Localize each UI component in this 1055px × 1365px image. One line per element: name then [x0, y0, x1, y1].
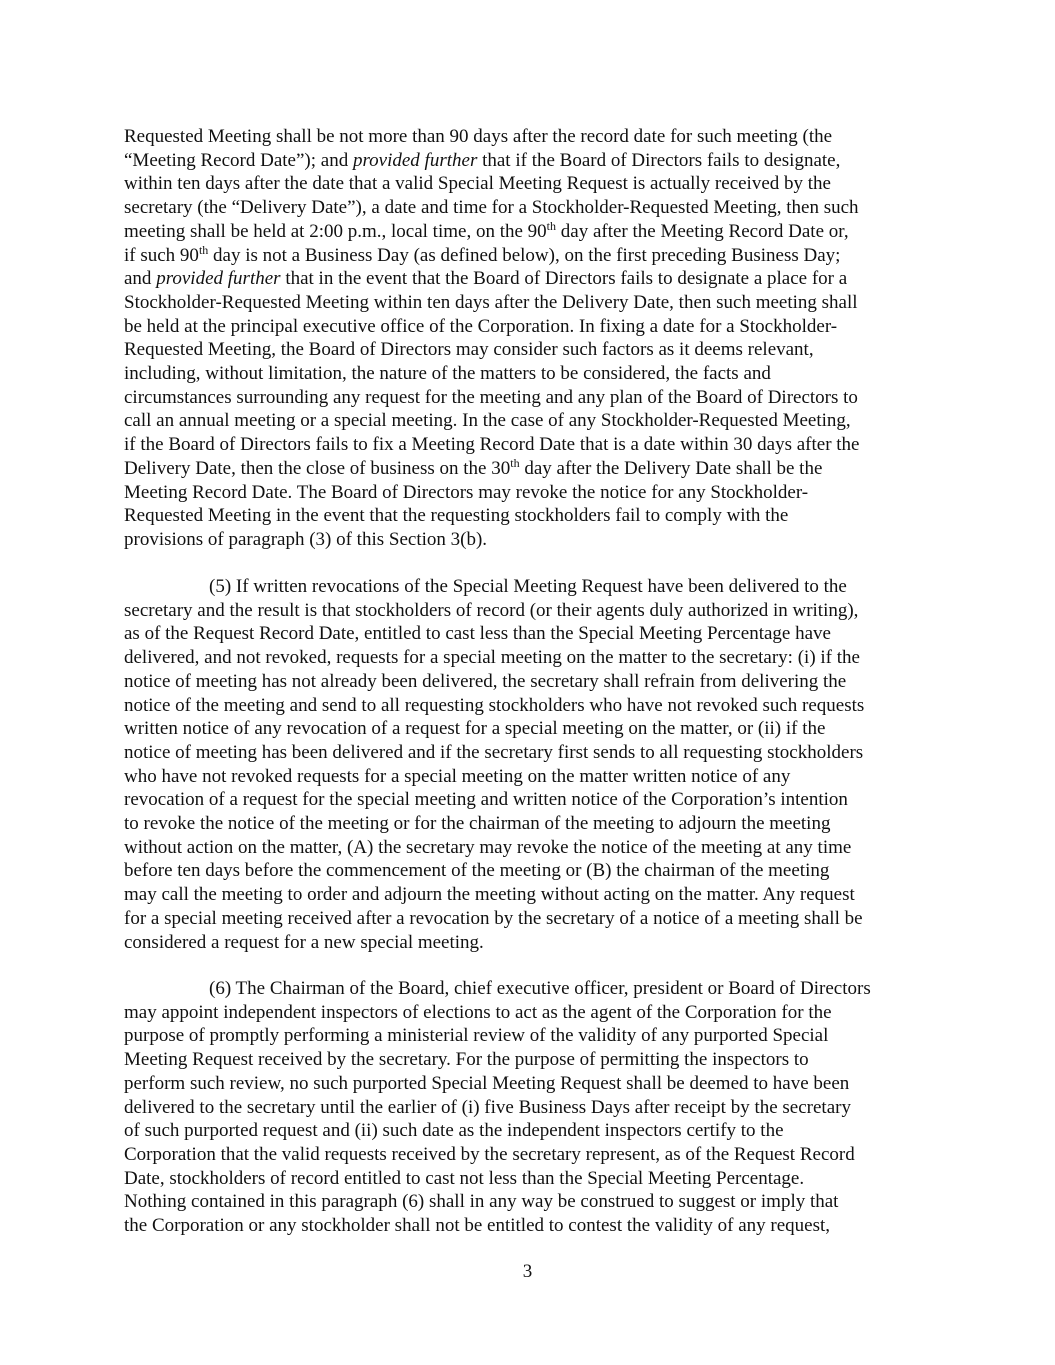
text-run: delivered, and not revoked, requests for a special meeting on the matter to the secretary: (i) if the — [124, 647, 860, 669]
text-line — [124, 1214, 944, 1238]
text-run: Requested Meeting in the event that the requesting stockholders fail to comply with the — [124, 505, 789, 527]
text-run: notice of meeting has not already been delivered, the secretary shall refrain from delivering the — [124, 670, 847, 692]
text-line — [124, 172, 944, 196]
text-line — [124, 788, 944, 812]
text-run: that in the event that the Board of Directors fails to designate a place for a — [280, 268, 848, 290]
text-line — [124, 196, 944, 220]
text-run: notice of the meeting and send to all requesting stockholders who have not revoked such requests — [124, 694, 865, 716]
text-run: be held at the principal executive office of the Corporation. In fixing a date for a Stockholder- — [124, 315, 838, 337]
text-line — [124, 291, 944, 315]
text-line — [124, 717, 944, 741]
text-line — [124, 149, 944, 173]
text-line — [124, 1001, 944, 1025]
italic-text-run: provided further — [352, 149, 478, 171]
text-line — [124, 883, 944, 907]
text-line — [124, 504, 944, 528]
text-run: who have not revoked requests for a special meeting on the matter written notice of any — [124, 765, 791, 787]
text-run: for a special meeting received after a revocation by the secretary of a notice of a meeting shall be — [124, 907, 863, 929]
text-run: within ten days after the date that a valid Special Meeting Request is actually received by the — [124, 173, 831, 195]
text-line — [124, 386, 944, 410]
text-run: (5) If written revocations of the Special Meeting Request have been delivered to the — [209, 576, 847, 597]
text-run: to revoke the notice of the meeting or for the chairman of the meeting to adjourn the meeting — [124, 813, 831, 835]
text-run: including, without limitation, the nature of the matters to be considered, the facts and — [124, 363, 771, 385]
text-line — [124, 1024, 944, 1048]
text-run: day after the Delivery Date shall be the — [519, 457, 823, 479]
text-run: written notice of any revocation of a request for a special meeting on the matter, or (ii) if the — [124, 718, 826, 740]
text-run: Nothing contained in this paragraph (6) shall in any way be construed to suggest or imply that — [124, 1191, 839, 1213]
text-run: “Meeting Record Date”); and — [124, 149, 353, 171]
text-line — [124, 907, 944, 931]
text-run: that if the Board of Directors fails to designate, — [477, 149, 841, 171]
text-run: Requested Meeting shall be not more than 90 days after the record date for such meeting (the — [124, 126, 833, 147]
text-line — [124, 977, 944, 1001]
text-line — [124, 812, 944, 836]
text-run: Meeting Record Date. The Board of Directors may revoke the notice for any Stockholder- — [124, 481, 809, 503]
text-line — [124, 859, 944, 883]
text-run: Stockholder-Requested Meeting within ten days after the Delivery Date, then such meeting shall — [124, 291, 858, 313]
text-run: day is not a Business Day (as defined below), on the first preceding Business Day; — [208, 244, 841, 266]
text-line — [124, 599, 944, 623]
text-line — [124, 220, 944, 244]
text-line — [124, 1190, 944, 1214]
text-line — [124, 1096, 944, 1120]
text-line — [124, 622, 944, 646]
ordinal-superscript: th — [198, 242, 209, 257]
text-line — [124, 931, 944, 955]
text-run: Requested Meeting, the Board of Directors may consider such factors as it deems relevant, — [124, 339, 814, 361]
text-line — [124, 481, 944, 505]
text-run: Delivery Date, then the close of business on the 30 — [124, 457, 511, 479]
text-line — [124, 694, 944, 718]
text-run: provisions of paragraph (3) of this Section 3(b). — [124, 528, 488, 550]
paragraph-6-inspectors — [124, 977, 944, 1238]
text-line — [124, 646, 944, 670]
text-line — [124, 765, 944, 789]
text-line — [124, 1143, 944, 1167]
text-line — [124, 1072, 944, 1096]
text-run: before ten days before the commencement of the meeting or (B) the chairman of the meeting — [124, 860, 830, 882]
text-run: (6) The Chairman of the Board, chief executive officer, president or Board of Directors — [209, 978, 871, 999]
text-run: Corporation that the valid requests received by the secretary represent, as of the Request Record — [124, 1143, 855, 1165]
text-line — [124, 575, 944, 599]
text-run: Meeting Request received by the secretary. For the purpose of permitting the inspectors to — [124, 1049, 809, 1071]
text-run: day after the Meeting Record Date or, — [556, 220, 849, 242]
text-line — [124, 1048, 944, 1072]
text-line — [124, 457, 944, 481]
text-run: may appoint independent inspectors of elections to act as the agent of the Corporation for the — [124, 1001, 832, 1023]
ordinal-superscript: th — [546, 218, 557, 233]
text-run: revocation of a request for the special meeting and written notice of the Corporation’s intention — [124, 789, 848, 811]
text-line — [124, 244, 944, 268]
paragraph-stockholder-requested-meeting — [124, 125, 944, 552]
text-run: without action on the matter, (A) the secretary may revoke the notice of the meeting at any time — [124, 836, 852, 858]
text-run: delivered to the secretary until the earlier of (i) five Business Days after receipt by the secretary — [124, 1096, 851, 1118]
text-run: may call the meeting to order and adjourn the meeting without acting on the matter. Any request — [124, 884, 855, 906]
text-run: call an annual meeting or a special meeting. In the case of any Stockholder-Requested Meeting, — [124, 410, 851, 432]
text-line — [124, 670, 944, 694]
text-run: if such 90 — [124, 244, 199, 266]
text-run: purpose of promptly performing a ministerial review of the validity of any purported Special — [124, 1025, 829, 1047]
text-line — [124, 1167, 944, 1191]
text-line — [124, 267, 944, 291]
paragraph-5-revocations — [124, 575, 944, 954]
text-line — [124, 836, 944, 860]
text-line — [124, 315, 944, 339]
italic-text-run: provided further — [156, 268, 281, 290]
text-run: of such purported request and (ii) such date as the independent inspectors certify to the — [124, 1120, 784, 1142]
text-line — [124, 433, 944, 457]
text-line — [124, 741, 944, 765]
text-run: meeting shall be held at 2:00 p.m., local time, on the 90 — [124, 220, 547, 242]
text-run: secretary and the result is that stockholders of record (or their agents duly authorized in writing), — [124, 599, 859, 621]
page-number: 3 — [522, 1261, 533, 1282]
text-line — [124, 362, 944, 386]
text-line — [124, 338, 944, 362]
text-run: if the Board of Directors fails to fix a Meeting Record Date that is a date within 30 days after the — [124, 434, 860, 456]
text-line — [124, 1119, 944, 1143]
text-run: Date, stockholders of record entitled to cast not less than the Special Meeting Percentage. — [124, 1167, 805, 1189]
text-line — [124, 528, 944, 552]
text-run: considered a request for a new special meeting. — [124, 931, 484, 953]
text-run: the Corporation or any stockholder shall not be entitled to contest the validity of any request, — [124, 1215, 830, 1237]
text-run: secretary (the “Delivery Date”), a date and time for a Stockholder-Requested Meeting, then such — [124, 197, 859, 219]
text-run: notice of meeting has been delivered and if the secretary first sends to all requesting stockholders — [124, 741, 864, 763]
ordinal-superscript: th — [510, 455, 520, 470]
text-run: circumstances surrounding any request for the meeting and any plan of the Board of Directors to — [124, 386, 858, 408]
text-line — [124, 409, 944, 433]
text-line — [124, 125, 944, 149]
text-run: as of the Request Record Date, entitled to cast less than the Special Meeting Percentage have — [124, 623, 831, 645]
text-run: and — [124, 268, 157, 290]
text-run: perform such review, no such purported Special Meeting Request shall be deemed to have been — [124, 1072, 850, 1094]
